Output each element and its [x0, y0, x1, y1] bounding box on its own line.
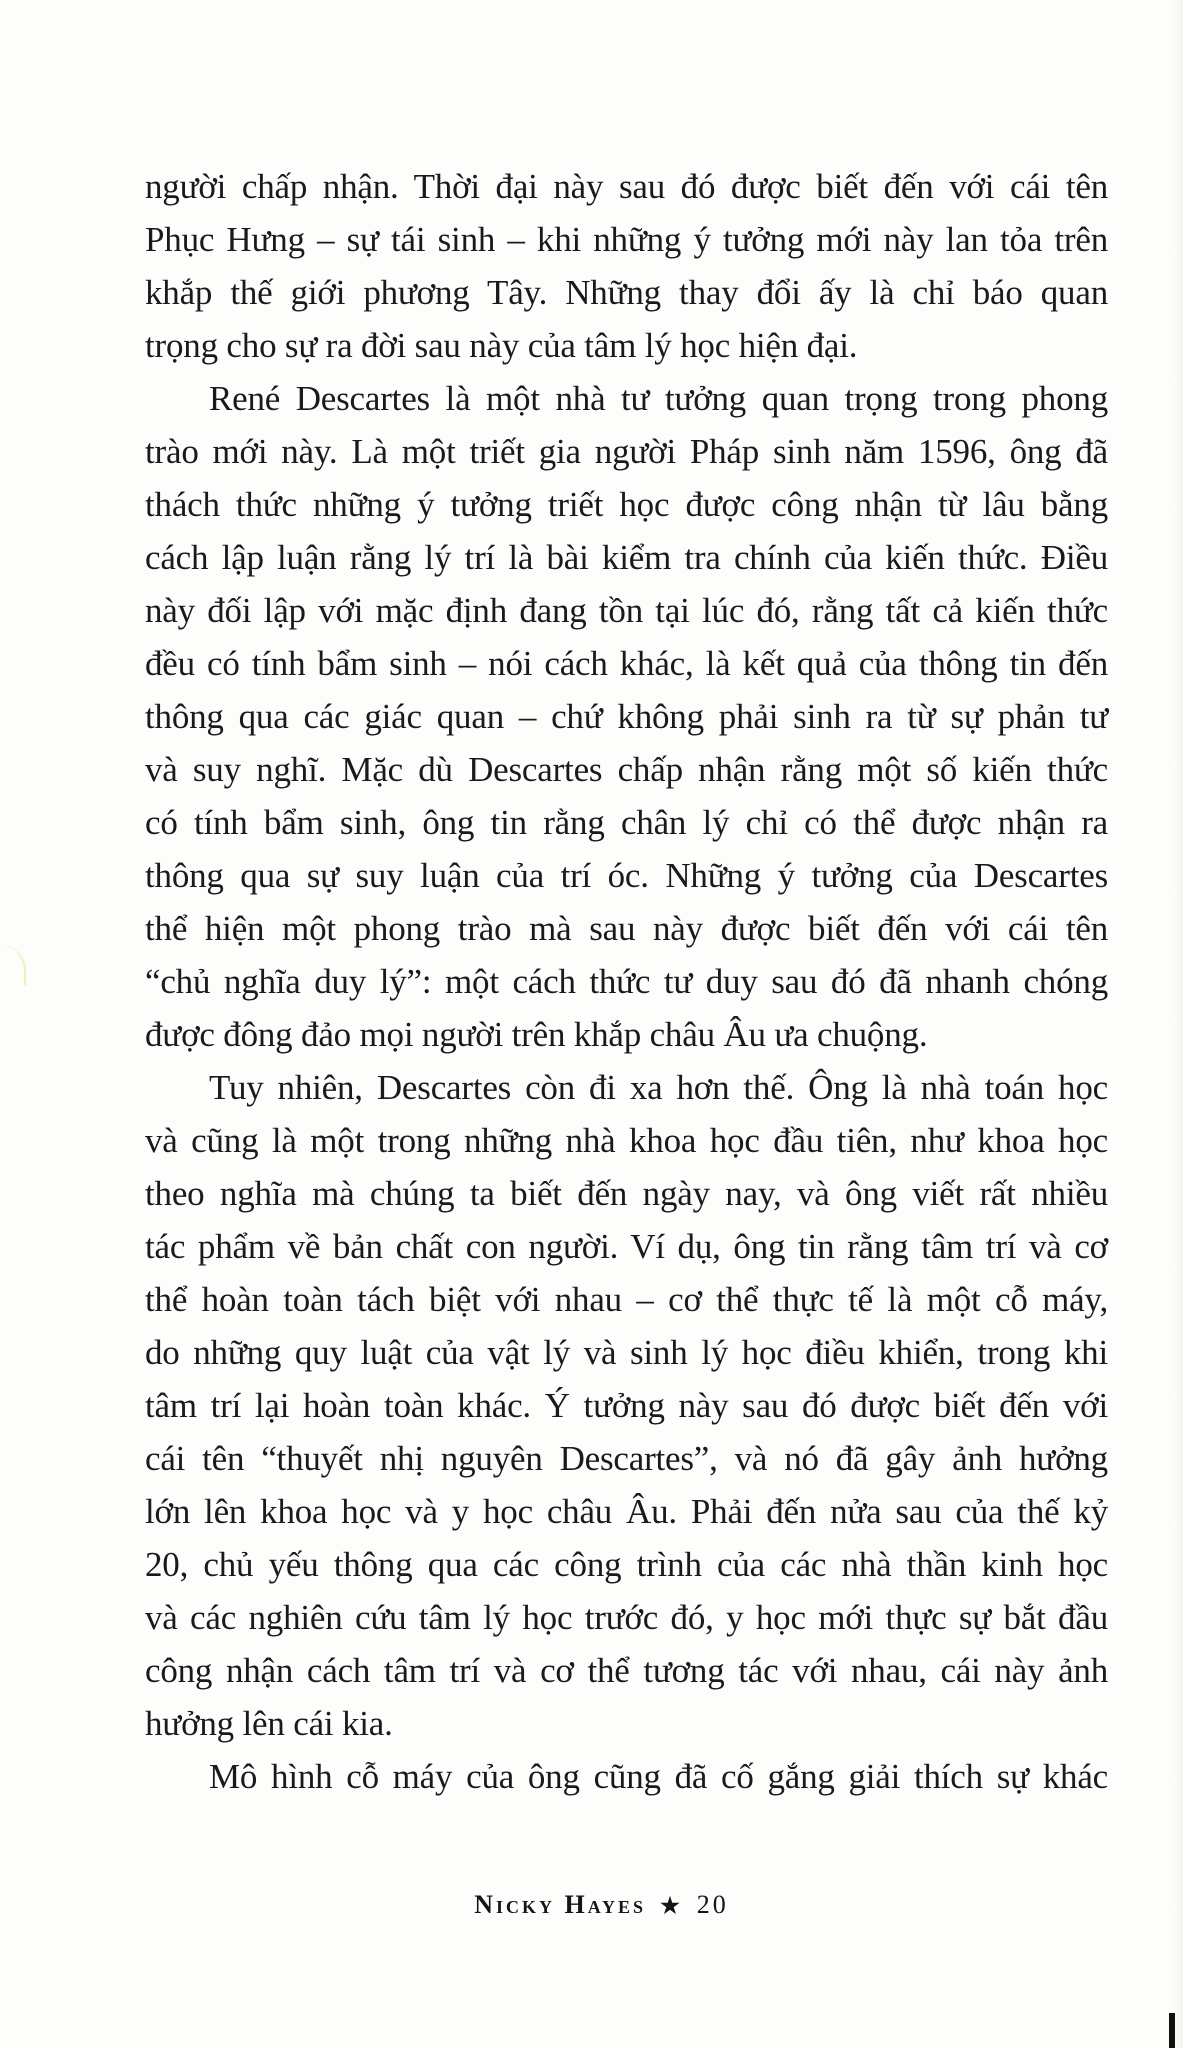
text-line: người chấp nhận. Thời đại này sau đó được biết đến với cái tên [145, 167, 1108, 206]
text-line: thách thức những ý tưởng triết học được công nhận từ lâu bằng [145, 485, 1108, 524]
text-line: công nhận cách tâm trí và cơ thể tương tác với nhau, cái này ảnh [145, 1651, 1108, 1690]
star-icon: ★ [660, 1893, 683, 1918]
page-edge-shadow [1173, 0, 1183, 2048]
text-line: cách lập luận rằng lý trí là bài kiểm tra chính của kiến thức. Điều [145, 538, 1108, 577]
body-text [145, 160, 1108, 1803]
text-line: tâm trí lại hoàn toàn khác. Ý tưởng này sau đó được biết đến với [145, 1386, 1108, 1425]
text-line: thể hoàn toàn tách biệt với nhau – cơ thể thực tế là một cỗ máy, [145, 1280, 1108, 1319]
text-line: thể hiện một phong trào mà sau này được biết đến với cái tên [145, 909, 1108, 948]
text-line: đều có tính bẩm sinh – nói cách khác, là kết quả của thông tin đến [145, 644, 1108, 683]
text-line: theo nghĩa mà chúng ta biết đến ngày nay, và ông viết rất nhiều [145, 1174, 1108, 1213]
text-line: có tính bẩm sinh, ông tin rằng chân lý chỉ có thể được nhận ra [145, 803, 1108, 842]
text-line: và các nghiên cứu tâm lý học trước đó, y học mới thực sự bắt đầu [145, 1598, 1108, 1637]
page-edge-mark [1169, 2013, 1175, 2048]
text-line: René Descartes là một nhà tư tưởng quan trọng trong phong [209, 379, 1108, 418]
highlighter-smudge [0, 945, 26, 985]
text-line: trào mới này. Là một triết gia người Pháp sinh năm 1596, ông đã [145, 432, 1108, 471]
paragraph-4 [145, 1750, 1108, 1803]
text-line: Mô hình cỗ máy của ông cũng đã cố gắng giải thích sự khác [209, 1757, 1108, 1796]
text-line: lớn lên khoa học và y học châu Âu. Phải đến nửa sau của thế kỷ [145, 1492, 1108, 1531]
text-line: “chủ nghĩa duy lý”: một cách thức tư duy sau đó đã nhanh chóng [145, 962, 1108, 1001]
text-line: cái tên “thuyết nhị nguyên Descartes”, và nó đã gây ảnh hưởng [145, 1439, 1108, 1478]
text-line: tác phẩm về bản chất con người. Ví dụ, ông tin rằng tâm trí và cơ [145, 1227, 1108, 1266]
text-line: Tuy nhiên, Descartes còn đi xa hơn thế. Ông là nhà toán học [209, 1068, 1108, 1107]
paragraph-3 [145, 1061, 1108, 1750]
text-line: thông qua sự suy luận của trí óc. Những ý tưởng của Descartes [145, 856, 1108, 895]
running-footer [0, 1890, 1183, 1920]
text-line: hưởng lên cái kia. [145, 1704, 393, 1743]
text-line: 20, chủ yếu thông qua các công trình của các nhà thần kinh học [145, 1545, 1108, 1584]
text-line: khắp thế giới phương Tây. Những thay đổi ấy là chỉ báo quan [145, 273, 1108, 312]
text-line: thông qua các giác quan – chứ không phải sinh ra từ sự phản tư [145, 697, 1108, 736]
text-line: này đối lập với mặc định đang tồn tại lúc đó, rằng tất cả kiến thức [145, 591, 1108, 630]
footer-author: Nicky Hayes [474, 1890, 647, 1919]
page-number: 20 [696, 1890, 729, 1919]
text-line: Phục Hưng – sự tái sinh – khi những ý tưởng mới này lan tỏa trên [145, 220, 1108, 259]
paragraph-1 [145, 160, 1108, 372]
text-line: trọng cho sự ra đời sau này của tâm lý học hiện đại. [145, 326, 858, 365]
text-line: do những quy luật của vật lý và sinh lý học điều khiển, trong khi [145, 1333, 1108, 1372]
text-line: và cũng là một trong những nhà khoa học đầu tiên, như khoa học [145, 1121, 1108, 1160]
text-line: được đông đảo mọi người trên khắp châu Âu ưa chuộng. [145, 1015, 928, 1054]
text-line: và suy nghĩ. Mặc dù Descartes chấp nhận rằng một số kiến thức [145, 750, 1108, 789]
paragraph-2 [145, 372, 1108, 1061]
